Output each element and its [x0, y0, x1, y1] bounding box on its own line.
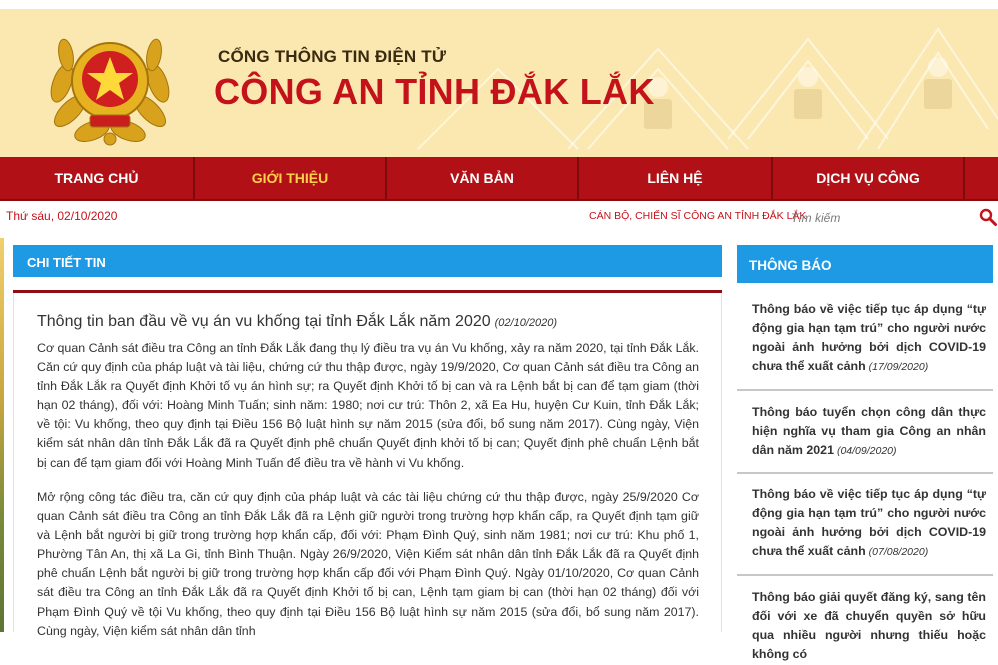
nav-separator: [963, 157, 965, 199]
notice-title[interactable]: Thông báo giải quyết đăng ký, sang tên đối với xe đã chuyển quyền sở hữu qua nhiều người nhưng thiếu hoặc không có: [752, 590, 986, 661]
nav-item-about[interactable]: GIỚI THIỆU: [251, 170, 329, 186]
left-decor-strip: [0, 238, 4, 632]
search-icon[interactable]: [979, 208, 997, 226]
article-title: [37, 313, 557, 331]
notice-item[interactable]: [752, 485, 986, 562]
notice-title[interactable]: Thông báo về việc tiếp tục áp dụng “tự động gia hạn tạm trú” cho người nước ngoài ảnh hưởng bởi dịch COVID-19 chưa thể xuất cảnh: [752, 302, 986, 373]
notice-title[interactable]: Thông báo tuyển chọn công dân thực hiện nghĩa vụ tham gia Công an nhân dân năm 2021: [752, 405, 986, 457]
article-paragraph: Mở rộng công tác điều tra, căn cứ quy định của pháp luật và các tài liệu chứng cứ thu thập được, ngày 25/9/2020 Cơ quan Cảnh sát điều tra Công an tỉnh Đắk Lắk đã ra Lệnh giữ người trong trường hợp khẩn cấp, ra Quyết định tạm giữ và Lệnh bắt người bị giữ trong trường hợp khẩn cấp, đối với: Phạm Đình Quý, sinh năm 1981; nơi cư trú: Khu phố 1, Phường Tân An, thị xã La Gi, tỉnh Bình Thuận. Ngày 26/9/2020, Viện Kiểm sát nhân dân tỉnh Đắk Lắk đã ra Quyết định phê chuẩn Lệnh bắt người bị giữ trong trường hợp khẩn cấp đối với Phạm Đình Quý. Ngày 01/10/2020, Cơ quan Cảnh sát điều tra Công an tỉnh Đắk Lắk đã ra Quyết định Khởi tố bị can, Lệnh tạm giam bị can (thời hạn 02 tháng) đối với Phạm Đình Quý về tội Vu khống, theo quy định tại Điều 156 Bộ luật hình sự năm 2015 (sửa đổi, bổ sung năm 2017). Cùng ngày, Viện kiểm sát nhân dân tỉnh: [37, 490, 699, 638]
article-paragraph: Cơ quan Cảnh sát điều tra Công an tỉnh Đắk Lắk đang thụ lý điều tra vụ án Vu khống, xảy ra năm 2020, tại tỉnh Đắk Lắk. Căn cứ quy định của pháp luật và tài liệu, chứng cứ thu thập được, ngày 19/9/2020, Cơ quan Cảnh sát điều tra Công an tỉnh Đắk Lắk ra Quyết định Khởi tố vụ án hình sự; ra Quyết định Khởi tố bị can và ra Lệnh bắt bị can để tạm giam (thời hạn 02 tháng), đối với: Hoàng Minh Tuấn; sinh năm: 1980; nơi cư trú: Thôn 2, xã Ea Hu, huyện Cư Kuin, tỉnh Đắk Lắk; về tội: Vu khống, theo quy định tại Điều 156 Bộ luật hình sự năm 2015 (sửa đổi, bổ sung năm 2017). Cùng ngày, Viện kiểm sát nhân dân tỉnh Đắk Lắk đã ra Quyết định phê chuẩn Quyết định khởi tố bị can; Quyết định phê chuẩn Lệnh bắt bị can để tạm giam đối với Hoàng Minh Tuấn để điều tra về hành vi Vu khống.: [37, 341, 699, 470]
notice-date: (17/09/2020): [868, 361, 929, 373]
main-section-label: CHI TIẾT TIN: [27, 255, 106, 270]
sidebar-header: [737, 245, 993, 283]
sidebar-header-label: THÔNG BÁO: [749, 258, 832, 273]
site-title: CÔNG AN TỈNH ĐẮK LẮK: [214, 71, 655, 112]
notice-divider: [737, 472, 993, 474]
notice-item[interactable]: [752, 588, 986, 665]
notice-item[interactable]: [752, 300, 986, 377]
main-section-header: [13, 245, 722, 277]
site-subtitle: CỔNG THÔNG TIN ĐIỆN TỬ: [218, 47, 447, 66]
search-input[interactable]: [784, 207, 972, 229]
top-strip: [0, 0, 998, 9]
nav-item-public-services[interactable]: DỊCH VỤ CÔNG: [816, 170, 920, 186]
notice-date: (07/08/2020): [868, 546, 929, 558]
nav-item-contact[interactable]: LIÊN HỆ: [647, 170, 703, 186]
article-title-text: Thông tin ban đầu về vụ án vu khống tại tỉnh Đắk Lắk năm 2020: [37, 313, 491, 330]
officer-link[interactable]: CÁN BỘ, CHIẾN SĨ CÔNG AN TỈNH ĐẮK LẮK: [589, 210, 807, 222]
article-date: (02/10/2020): [494, 317, 558, 329]
notice-divider: [737, 389, 993, 391]
site-banner: [0, 9, 998, 157]
nav-item-documents[interactable]: VĂN BẢN: [450, 170, 514, 186]
police-emblem-icon: [40, 23, 180, 151]
notice-divider: [737, 574, 993, 576]
info-bar: [0, 201, 998, 233]
nav-item-home[interactable]: TRANG CHỦ: [54, 170, 139, 186]
notice-item[interactable]: [752, 403, 986, 461]
current-date: Thứ sáu, 02/10/2020: [6, 209, 118, 223]
notice-date: (04/09/2020): [836, 445, 897, 457]
main-nav: [0, 157, 998, 201]
notice-title[interactable]: Thông báo về việc tiếp tục áp dụng “tự động gia hạn tạm trú” cho người nước ngoài ảnh hưởng bởi dịch COVID-19 chưa thể xuất cảnh: [752, 487, 986, 558]
